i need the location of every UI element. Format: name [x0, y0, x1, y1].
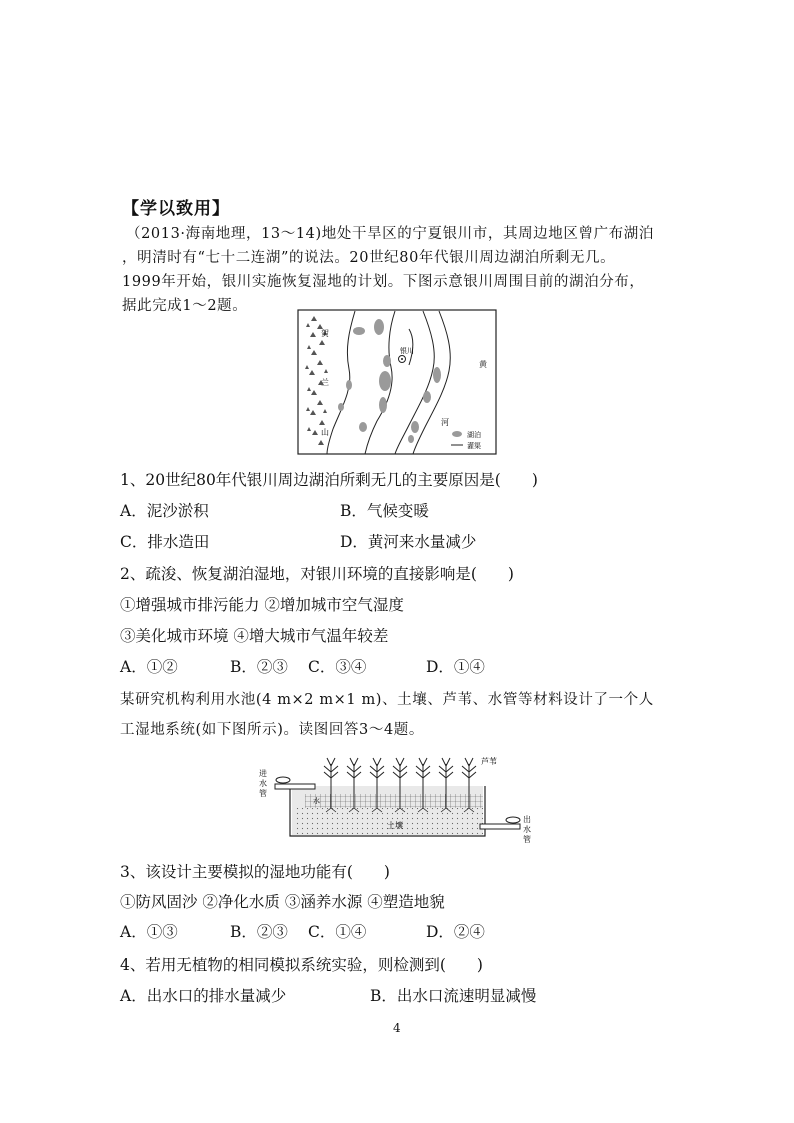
gravel-layer	[305, 794, 483, 808]
river-label-2: 河	[441, 418, 449, 427]
inlet-valve	[276, 777, 290, 783]
inlet-label-2: 水	[259, 779, 267, 788]
q3-option-a[interactable]: A．①③	[120, 923, 178, 941]
q4-option-a[interactable]: A．出水口的排水量减少	[120, 987, 287, 1005]
outlet-pipe	[480, 824, 520, 829]
river-label-1: 黄	[479, 360, 487, 369]
intro-line-2: ，明清时有“七十二连湖”的说法。20世纪80年代银川周边湖泊所剩无几。	[122, 250, 616, 266]
yinchuan-lake-map	[297, 309, 497, 455]
mountain-label-2: 兰	[321, 378, 329, 387]
q1-option-a[interactable]: A．泥沙淤积	[120, 502, 209, 520]
mountain-label-3: 山	[321, 428, 329, 437]
intro2-line-2: 工湿地系统(如下图所示)。读图回答3～4题。	[120, 722, 424, 738]
wetland-system-diagram	[255, 746, 545, 846]
intro-line-3: 1999年开始，银川实施恢复湿地的计划。下图示意银川周围目前的湖泊分布，	[122, 274, 645, 290]
q2-option-a[interactable]: A．①②	[120, 658, 178, 676]
city-label: 银川	[400, 347, 414, 355]
outlet-valve	[506, 817, 520, 823]
q1-option-b[interactable]: B．气候变暖	[340, 502, 429, 520]
q3-option-d[interactable]: D．②④	[426, 923, 485, 941]
inlet-label-1: 进	[259, 769, 267, 778]
outlet-label-1: 出	[523, 815, 531, 824]
soil-label: 土壤	[387, 821, 403, 830]
water-label: 水	[313, 797, 320, 805]
page-number: 4	[393, 1021, 401, 1035]
outlet-label-2: 水	[523, 825, 531, 834]
q3-stem: 3、该设计主要模拟的湿地功能有( )	[120, 863, 390, 881]
q3-option-c[interactable]: C．①④	[308, 923, 367, 941]
intro-line-4: 据此完成1～2题。	[122, 298, 248, 314]
q3-statements: ①防风固沙 ②净化水质 ③涵养水源 ④塑造地貌	[120, 893, 445, 911]
q2-statements-2: ③美化城市环境 ④增大城市气温年较差	[120, 627, 389, 645]
legend-lake-swatch	[452, 431, 462, 437]
reed-label: 芦苇	[481, 757, 497, 766]
q2-option-b[interactable]: B．②③	[230, 658, 288, 676]
q1-stem: 1、20世纪80年代银川周边湖泊所剩无几的主要原因是( )	[120, 471, 538, 489]
q2-option-d[interactable]: D．①④	[426, 658, 485, 676]
q2-statements-1: ①增强城市排污能力 ②增加城市空气湿度	[120, 596, 404, 614]
q2-option-c[interactable]: C．③④	[308, 658, 367, 676]
legend-canal-label: 灌渠	[467, 442, 481, 450]
q1-option-d[interactable]: D．黄河来水量减少	[340, 533, 477, 551]
inlet-label-3: 管	[259, 789, 267, 798]
mountain-label-1: 贺	[321, 329, 329, 338]
q4-stem: 4、若用无植物的相同模拟系统实验，则检测到( )	[120, 956, 483, 974]
intro-line-1: （2013·海南地理，13～14)地处干旱区的宁夏银川市，其周边地区曾广布湖泊	[126, 226, 654, 242]
q4-option-b[interactable]: B．出水口流速明显减慢	[370, 987, 537, 1005]
q3-option-b[interactable]: B．②③	[230, 923, 288, 941]
outlet-label-3: 管	[523, 835, 531, 844]
section-title: 【学以致用】	[122, 199, 230, 219]
inlet-pipe	[275, 784, 315, 789]
intro2-line-1: 某研究机构利用水池(4 m×2 m×1 m)、土壤、芦苇、水管等材料设计了一个人	[120, 692, 654, 708]
q2-stem: 2、疏浚、恢复湖泊湿地，对银川环境的直接影响是( )	[120, 565, 514, 583]
q1-option-c[interactable]: C．排水造田	[120, 533, 210, 551]
legend-lake-label: 湖泊	[467, 431, 481, 439]
